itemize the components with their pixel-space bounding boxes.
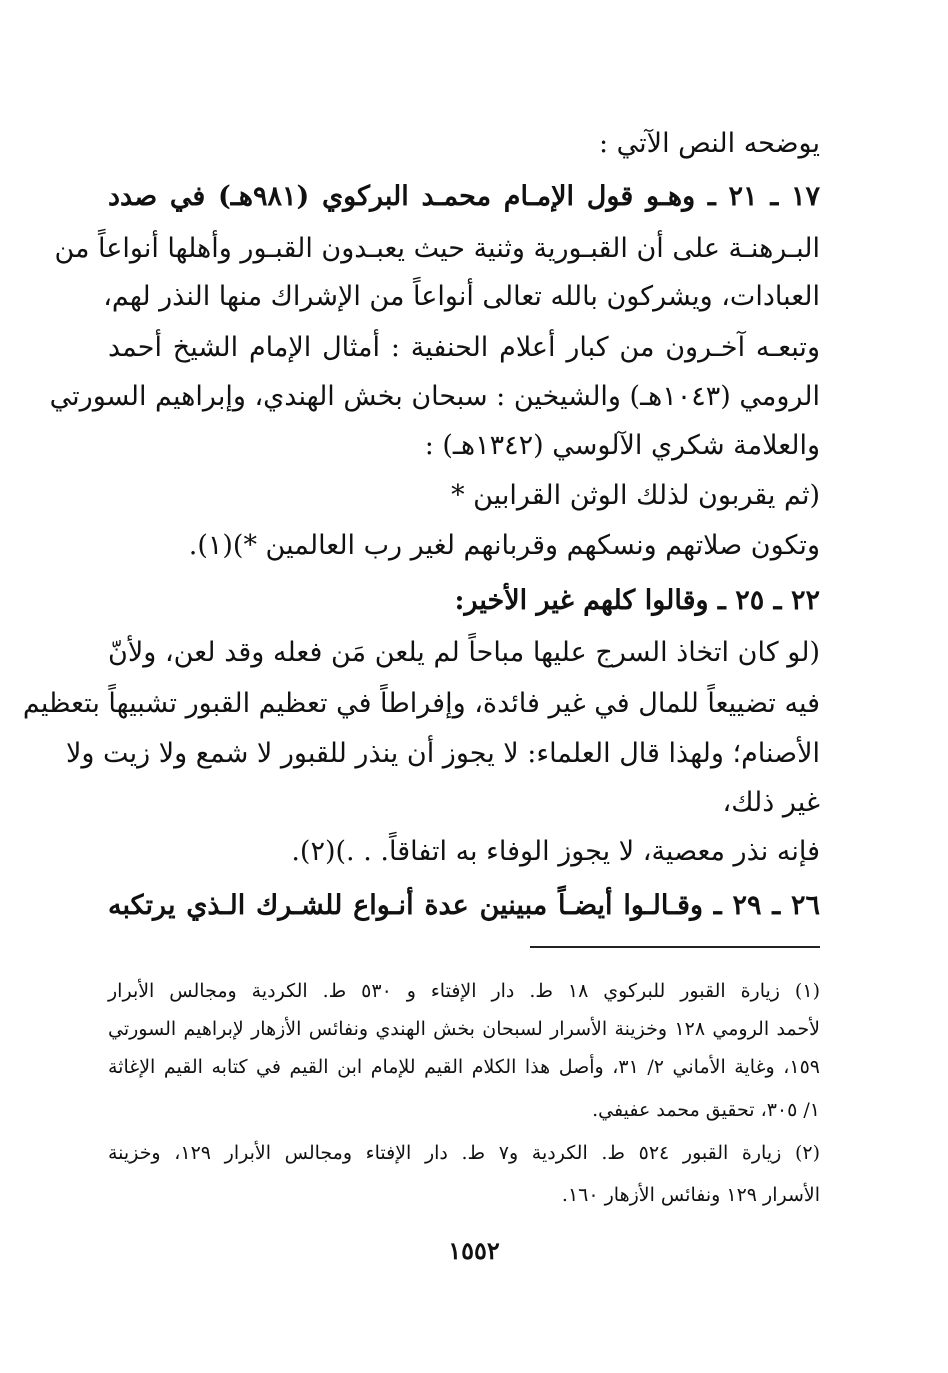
- text-line: فيه تضييعاً للمال في غير فائدة، وإفراطاً في تعظيم القبور تشبيهاً بتعظيم: [22, 688, 820, 719]
- text-line: (لو كان اتخاذ السرج عليها مباحاً لم يلعن مَن فعله وقد لعن، ولأنّ: [108, 637, 820, 668]
- text-line: البـرهنـة على أن القبـورية وثنية حيث يعبـدون القبـور وأهلها أنواعاً من: [54, 233, 820, 264]
- text-line: غير ذلك،: [722, 787, 820, 818]
- text-line: العبادات، ويشركون بالله تعالى أنواعاً من الإشراك منها النذر لهم،: [103, 281, 820, 312]
- footnote-line: ١٥٩، وغاية الأماني ٢/ ٣١، وأصل هذا الكلام القيم للإمام ابن القيم في كتابه القيم الإغاثة: [108, 1056, 820, 1078]
- footnote-line: ١/ ٣٠٥، تحقيق محمد عفيفي.: [592, 1099, 820, 1121]
- text-line: ١٧ ـ ٢١ ـ وهـو قول الإمـام محمـد البركوي (٩٨١هـ) في صدد: [108, 181, 820, 212]
- footnote-line: (٢) زيارة القبور ٥٢٤ ط. الكردية و٧ ط. دار الإفتاء ومجالس الأبرار ١٢٩، وخزينة: [108, 1142, 820, 1164]
- text-line: والعلامة شكري الآلوسي (١٣٤٢هـ) :: [424, 430, 820, 461]
- section-heading: ٢٢ ـ ٢٥ ـ وقالوا كلهم غير الأخير:: [454, 585, 820, 616]
- verse-line: (ثم يقربون لذلك الوثن القرابين *: [451, 480, 820, 511]
- text-line: فإنه نذر معصية، لا يجوز الوفاء به اتفاقاً. . .)(٢).: [291, 836, 820, 867]
- footnote-separator: [530, 946, 820, 948]
- text-line: وتبعـه آخـرون من كبار أعلام الحنفية : أمثال الإمام الشيخ أحمد: [108, 332, 820, 363]
- text-line: يوضحه النص الآتي :: [598, 128, 820, 159]
- text-line: الرومي (١٠٤٣هـ) والشيخين : سبحان بخش الهندي، وإبراهيم السورتي: [49, 381, 820, 412]
- footnote-line: لأحمد الرومي ١٢٨ وخزينة الأسرار لسبحان بخش الهندي ونفائس الأزهار لإبراهيم السورتي: [108, 1018, 820, 1040]
- text-line: الأصنام؛ ولهذا قال العلماء: لا يجوز أن ينذر للقبور لا شمع ولا زيت ولا: [66, 738, 820, 769]
- page-number: ١٥٥٢: [448, 1236, 500, 1265]
- section-heading: ٢٦ ـ ٢٩ ـ وقـالـوا أيضـاً مبينين عدة أنـواع للشـرك الـذي يرتكبه: [108, 890, 821, 921]
- footnote-line: (١) زيارة القبور للبركوي ١٨ ط. دار الإفتاء و ٥٣٠ ط. الكردية ومجالس الأبرار: [108, 980, 820, 1002]
- verse-line: وتكون صلاتهم ونسكهم وقربانهم لغير رب العالمين *)(١).: [188, 530, 820, 561]
- footnote-line: الأسرار ١٢٩ ونفائس الأزهار ١٦٠.: [561, 1184, 820, 1206]
